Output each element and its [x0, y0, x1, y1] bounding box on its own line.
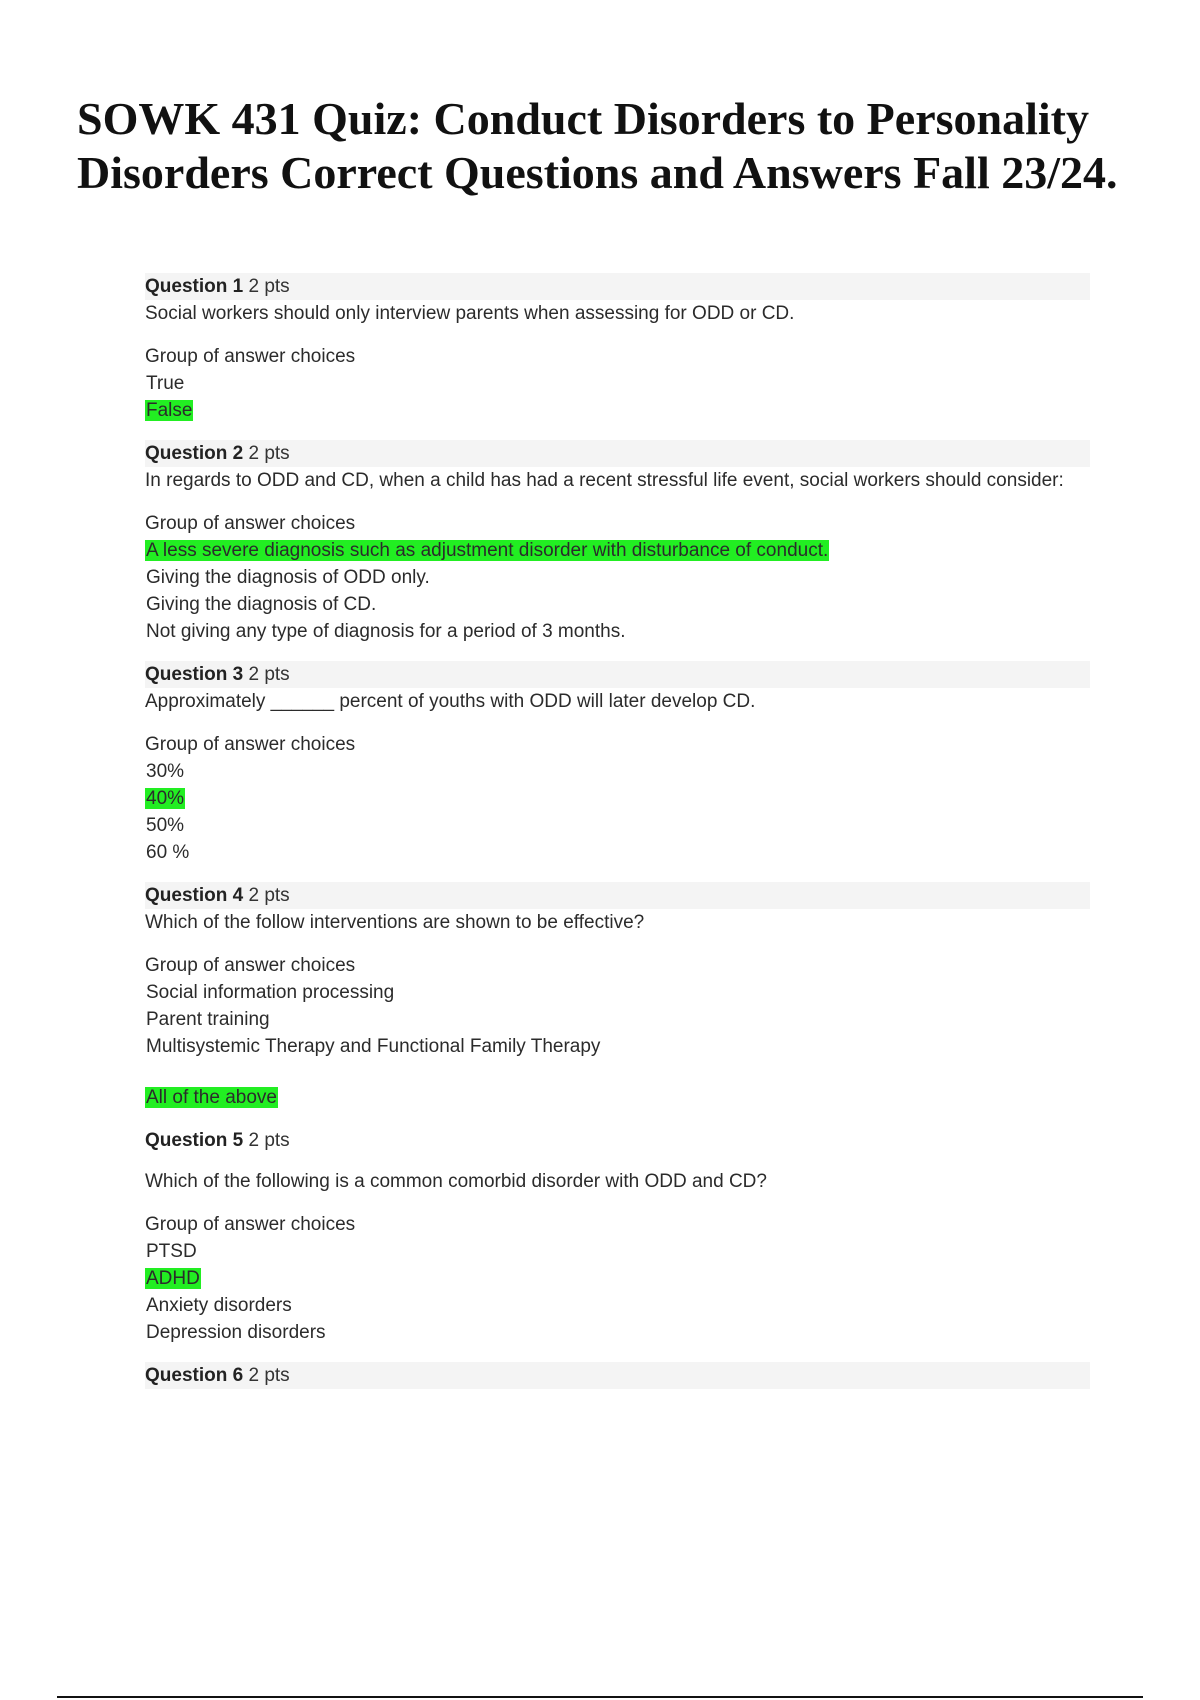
page-title: SOWK 431 Quiz: Conduct Disorders to Personality Disorders Correct Questions and Answers Fall 23/24. — [77, 93, 1118, 198]
answer-choice: 50% — [146, 815, 185, 836]
question-header — [145, 273, 1090, 300]
question-block — [145, 1362, 1090, 1389]
answer-choice: Parent training — [146, 1009, 270, 1030]
question-text: Which of the follow interventions are shown to be effective? — [145, 912, 645, 933]
question-text: Which of the following is a common comorbid disorder with ODD and CD? — [145, 1171, 767, 1192]
question-number: Question 4 — [145, 885, 244, 906]
answer-choice: Depression disorders — [146, 1322, 326, 1343]
question-points: 2 pts — [248, 1130, 290, 1151]
answer-choice-correct: All of the above — [146, 1087, 277, 1108]
answer-choice: True — [146, 373, 185, 394]
question-block — [145, 1127, 1090, 1362]
answer-choice: 30% — [146, 761, 185, 782]
question-block — [145, 882, 1090, 1127]
question-header — [145, 661, 1090, 688]
question-header — [145, 882, 1090, 909]
question-header — [145, 1127, 1090, 1154]
question-block — [145, 440, 1090, 661]
question-number: Question 6 — [145, 1365, 244, 1386]
question-number: Question 5 — [145, 1130, 244, 1151]
page-footer-rule — [57, 1696, 1143, 1698]
question-text: In regards to ODD and CD, when a child has had a recent stressful life event, social workers should consider: — [145, 470, 1064, 491]
answer-choice-correct: 40% — [146, 788, 185, 809]
answer-choice-correct: False — [146, 400, 193, 421]
answer-choice-correct: ADHD — [146, 1268, 200, 1289]
answer-choice: Not giving any type of diagnosis for a period of 3 months. — [146, 621, 626, 642]
question-points: 2 pts — [248, 885, 290, 906]
question-block — [145, 273, 1090, 440]
answer-group-label: Group of answer choices — [145, 955, 356, 976]
question-block — [145, 661, 1090, 882]
answer-choice: Giving the diagnosis of ODD only. — [146, 567, 430, 588]
answer-choice-correct: A less severe diagnosis such as adjustment disorder with disturbance of conduct. — [146, 540, 829, 561]
quiz-content — [145, 273, 1090, 1389]
question-points: 2 pts — [248, 276, 290, 297]
question-number: Question 1 — [145, 276, 244, 297]
question-text: Approximately ______ percent of youths with ODD will later develop CD. — [145, 691, 756, 712]
question-number: Question 3 — [145, 664, 244, 685]
question-points: 2 pts — [248, 1365, 290, 1386]
question-header — [145, 440, 1090, 467]
answer-choice: Multisystemic Therapy and Functional Family Therapy — [146, 1036, 601, 1057]
question-points: 2 pts — [248, 443, 290, 464]
answer-group-label: Group of answer choices — [145, 346, 356, 367]
question-points: 2 pts — [248, 664, 290, 685]
question-number: Question 2 — [145, 443, 244, 464]
answer-group-label: Group of answer choices — [145, 513, 356, 534]
answer-choice: Social information processing — [146, 982, 395, 1003]
answer-choice: Giving the diagnosis of CD. — [146, 594, 377, 615]
answer-group-label: Group of answer choices — [145, 1214, 356, 1235]
answer-choice: PTSD — [146, 1241, 197, 1262]
question-header — [145, 1362, 1090, 1389]
answer-choice: Anxiety disorders — [146, 1295, 292, 1316]
answer-group-label: Group of answer choices — [145, 734, 356, 755]
answer-choice: 60 % — [146, 842, 190, 863]
question-text: Social workers should only interview parents when assessing for ODD or CD. — [145, 303, 795, 324]
